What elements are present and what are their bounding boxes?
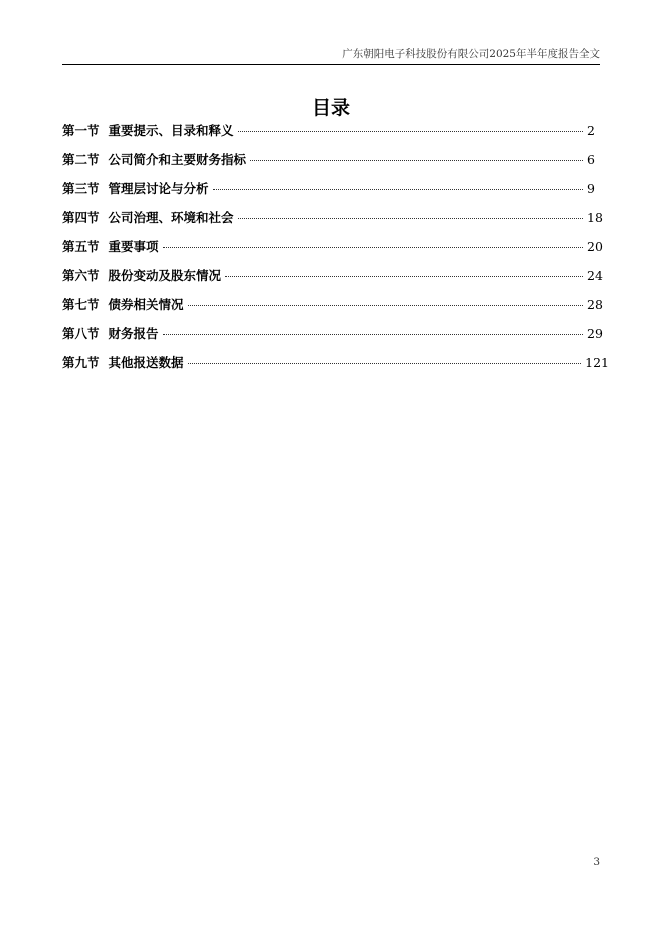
toc-dot-leader <box>163 247 583 248</box>
toc-dot-leader <box>213 189 583 190</box>
toc-list <box>62 121 609 382</box>
page-number: 3 <box>593 856 600 868</box>
toc-section-name: 财务报告 <box>108 326 159 341</box>
toc-page-number: 9 <box>587 181 595 196</box>
toc-section-number: 第一节 <box>62 123 100 138</box>
toc-dot-leader <box>188 363 582 364</box>
toc-page-number: 29 <box>587 326 603 341</box>
page-header <box>62 44 600 65</box>
toc-section-number: 第八节 <box>62 326 100 341</box>
toc-entry-9[interactable] <box>62 353 609 382</box>
toc-page-number: 6 <box>587 152 595 167</box>
toc-dot-leader <box>238 131 583 132</box>
toc-section-name: 其他报送数据 <box>108 355 184 370</box>
toc-entry-7[interactable] <box>62 295 609 324</box>
toc-entry-2[interactable] <box>62 150 609 179</box>
toc-entry-5[interactable] <box>62 237 609 266</box>
toc-page-number: 2 <box>587 123 595 138</box>
toc-title: 目录 <box>311 97 350 119</box>
toc-entry-3[interactable] <box>62 179 609 208</box>
toc-dot-leader <box>163 334 583 335</box>
toc-section-number: 第五节 <box>62 239 100 254</box>
toc-section-number: 第三节 <box>62 181 100 196</box>
toc-section-name: 股份变动及股东情况 <box>108 268 222 283</box>
toc-section-name: 重要提示、目录和释义 <box>108 123 234 138</box>
toc-entry-6[interactable] <box>62 266 609 295</box>
toc-dot-leader <box>188 305 583 306</box>
toc-page-number: 28 <box>587 297 603 312</box>
toc-dot-leader <box>238 218 583 219</box>
toc-section-name: 管理层讨论与分析 <box>108 181 209 196</box>
toc-section-number: 第四节 <box>62 210 100 225</box>
toc-section-number: 第九节 <box>62 355 100 370</box>
toc-section-name: 债券相关情况 <box>108 297 184 312</box>
toc-dot-leader <box>225 276 583 277</box>
toc-entry-8[interactable] <box>62 324 609 353</box>
header-title: 广东朝阳电子科技股份有限公司2025年半年度报告全文 <box>342 48 600 60</box>
toc-page-number: 20 <box>587 239 603 254</box>
toc-section-name: 重要事项 <box>108 239 159 254</box>
toc-section-name: 公司治理、环境和社会 <box>108 210 234 225</box>
toc-dot-leader <box>250 160 583 161</box>
toc-section-number: 第七节 <box>62 297 100 312</box>
toc-section-number: 第六节 <box>62 268 100 283</box>
toc-page-number: 121 <box>585 355 609 370</box>
toc-section-number: 第二节 <box>62 152 100 167</box>
toc-entry-4[interactable] <box>62 208 609 237</box>
toc-page-number: 24 <box>587 268 603 283</box>
toc-section-name: 公司简介和主要财务指标 <box>108 152 247 167</box>
toc-entry-1[interactable] <box>62 121 609 150</box>
toc-page-number: 18 <box>587 210 603 225</box>
